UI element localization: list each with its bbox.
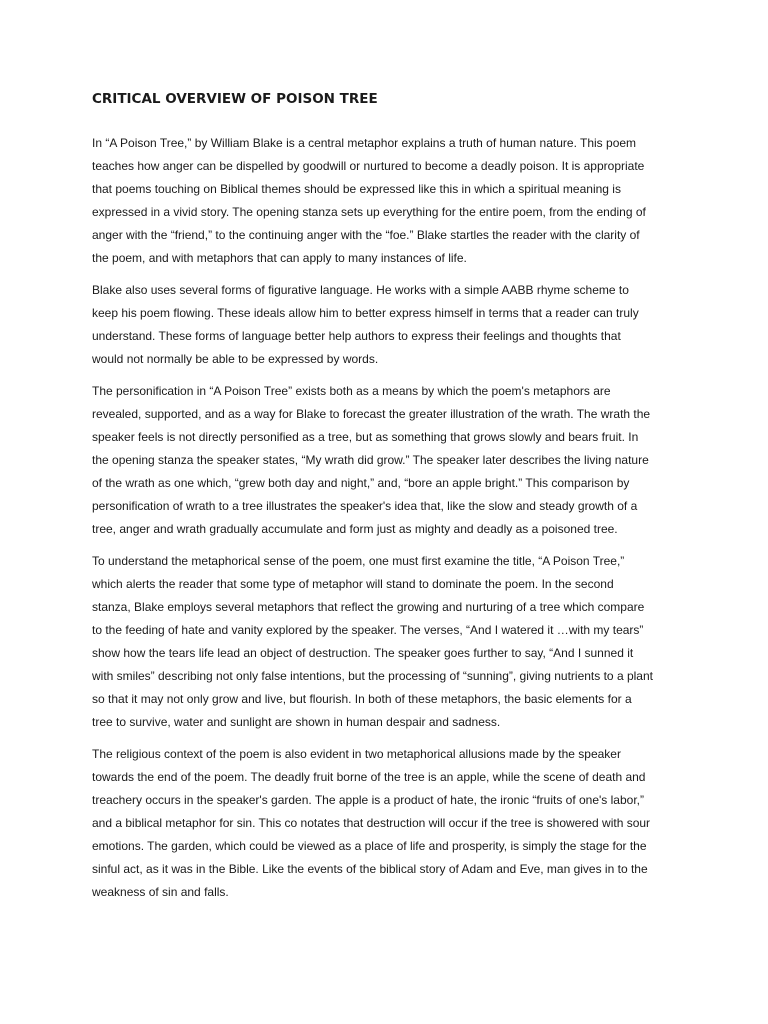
text-line: sinful act, as it was in the Bible. Like the events of the biblical story of Adam and Eve, man gives in to the xyxy=(92,862,648,876)
paragraph xyxy=(92,132,684,270)
text-line: keep his poem flowing. These ideals allow him to better express himself in terms that a reader can truly xyxy=(92,306,639,320)
paragraph xyxy=(92,550,684,734)
text-line: of the wrath as one which, “grew both day and night,” and, “bore an apple bright.” This comparison by xyxy=(92,476,630,490)
text-line: The religious context of the poem is also evident in two metaphorical allusions made by the speaker xyxy=(92,747,621,761)
text-line: towards the end of the poem. The deadly fruit borne of the tree is an apple, while the scene of death and xyxy=(92,770,646,784)
text-line: Blake also uses several forms of figurative language. He works with a simple AABB rhyme scheme to xyxy=(92,283,629,297)
text-line: with smiles” describing not only false intentions, but the processing of “sunning”, giving nutrients to a plant xyxy=(92,669,653,683)
document-title: CRITICAL OVERVIEW OF POISON TREE xyxy=(92,91,378,107)
text-line: the poem, and with metaphors that can apply to many instances of life. xyxy=(92,251,467,265)
text-line: understand. These forms of language better help authors to express their feelings and thoughts that xyxy=(92,329,621,343)
text-line: emotions. The garden, which could be viewed as a place of life and prosperity, is simply the stage for the xyxy=(92,839,647,853)
text-line: In “A Poison Tree,” by William Blake is a central metaphor explains a truth of human nature. This poem xyxy=(92,136,637,150)
text-line: personification of wrath to a tree illustrates the speaker's idea that, like the slow and steady growth of a xyxy=(92,499,638,513)
text-line: so that it may not only grow and live, but flourish. In both of these metaphors, the basic elements for a xyxy=(92,692,632,706)
text-line: teaches how anger can be dispelled by goodwill or nurtured to become a deadly poison. It is appropriate xyxy=(92,159,645,173)
text-line: The personification in “A Poison Tree” exists both as a means by which the poem's metaphors are xyxy=(92,384,611,398)
text-line: speaker feels is not directly personified as a tree, but as something that grows slowly and bears fruit. In xyxy=(92,430,639,444)
text-line: anger with the “friend,” to the continuing anger with the “foe.” Blake startles the reader with the clarity of xyxy=(92,228,640,242)
text-line: stanza, Blake employs several metaphors that reflect the growing and nurturing of a tree which compare xyxy=(92,600,645,614)
document-body xyxy=(92,132,684,913)
text-line: weakness of sin and falls. xyxy=(92,885,229,899)
text-line: to the feeding of hate and vanity explored by the speaker. The verses, “And I watered it …with my tears” xyxy=(92,623,644,637)
text-line: tree to survive, water and sunlight are shown in human despair and sadness. xyxy=(92,715,501,729)
paragraph xyxy=(92,743,684,904)
text-line: which alerts the reader that some type of metaphor will stand to dominate the poem. In the second xyxy=(92,577,614,591)
text-line: that poems touching on Biblical themes should be expressed like this in which a spiritual meaning is xyxy=(92,182,621,196)
text-line: expressed in a vivid story. The opening stanza sets up everything for the entire poem, from the ending of xyxy=(92,205,646,219)
paragraph xyxy=(92,380,684,541)
paragraph xyxy=(92,279,684,371)
text-line: the opening stanza the speaker states, “My wrath did grow.” The speaker later describes the living nature xyxy=(92,453,649,467)
text-line: To understand the metaphorical sense of the poem, one must first examine the title, “A Poison Tree,” xyxy=(92,554,625,568)
text-line: revealed, supported, and as a way for Blake to forecast the greater illustration of the wrath. The wrath the xyxy=(92,407,651,421)
text-line: show how the tears life lead an object of destruction. The speaker goes further to say, “And I sunned it xyxy=(92,646,634,660)
text-line: and a biblical metaphor for sin. This co notates that destruction will occur if the tree is showered with sour xyxy=(92,816,651,830)
text-line: treachery occurs in the speaker's garden. The apple is a product of hate, the ironic “fruits of one's labor,” xyxy=(92,793,644,807)
text-line: tree, anger and wrath gradually accumulate and form just as mighty and deadly as a poisoned tree. xyxy=(92,522,618,536)
text-line: would not normally be able to be expressed by words. xyxy=(92,352,379,366)
